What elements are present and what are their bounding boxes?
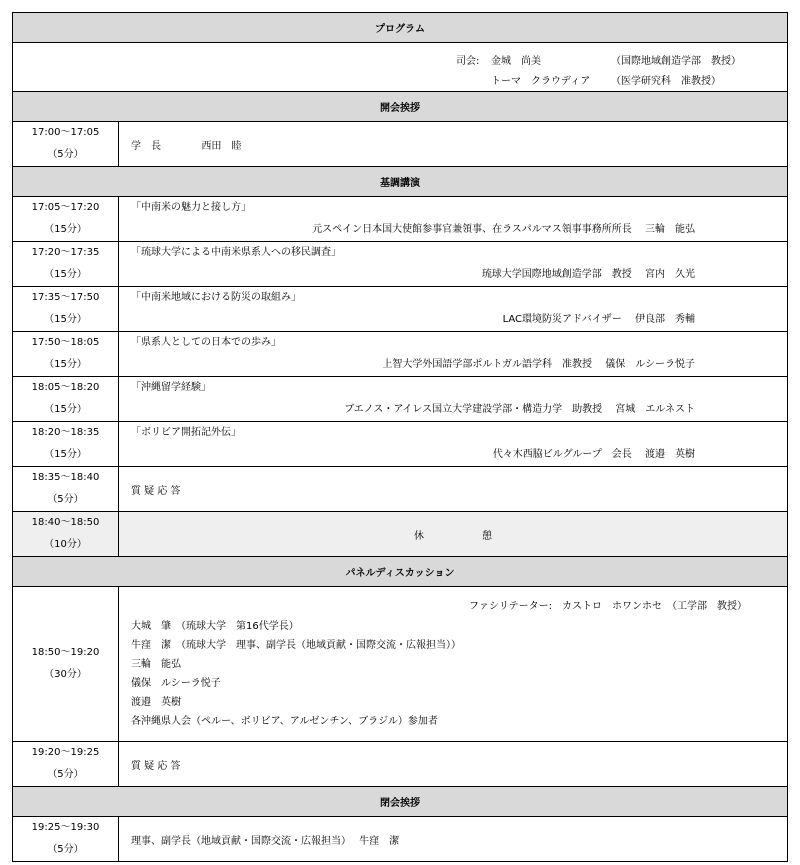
chair-label: 司会:	[456, 56, 480, 67]
closing-title: 閉会挨拶	[13, 787, 788, 817]
keynote-row	[13, 332, 788, 377]
panelist-item: 渡邉 英樹	[131, 697, 181, 708]
program-table	[12, 12, 788, 862]
keynote-speaker: 上智大学外国語学部ポルトガル語学科 准教授 儀保 ルシーラ悦子	[382, 359, 695, 370]
opening-content	[119, 122, 788, 167]
keynote-speaker: 琉球大学国際地域創造学部 教授 宮内 久光	[481, 269, 695, 280]
keynote-row	[13, 287, 788, 332]
panelist-item: 各沖縄県人会（ペルー、ボリビア、アルゼンチン、ブラジル）参加者	[131, 716, 438, 727]
keynote-row	[13, 377, 788, 422]
keynote-title: 基調講演	[13, 167, 788, 197]
keynote-time: 17:05～17:20	[31, 202, 100, 213]
keynote-speaker: 元スペイン日本国大使館参事官兼領事、在ラスパルマス領事事務所所長 三輪 能弘	[312, 224, 695, 235]
keynote-row	[13, 197, 788, 242]
break-label-2: 憩	[482, 530, 492, 542]
panel-qa-duration: （5分）	[47, 769, 84, 780]
keynote-time: 17:20～17:35	[31, 247, 100, 258]
keynote-time: 18:20～18:35	[31, 427, 100, 438]
keynote-speaker: ブエノス・アイレス国立大学建設学部・構造力学 助教授 宮城 エルネスト	[344, 404, 695, 415]
break-label-1: 休	[414, 530, 424, 542]
keynote-duration: （15分）	[44, 359, 87, 370]
chair-person1-name: 金城 尚美	[491, 56, 541, 67]
panel-qa-row	[13, 742, 788, 787]
panelist-item: 三輪 能弘	[131, 659, 181, 670]
keynote-duration: （15分）	[44, 224, 87, 235]
keynote-topic: 「ボリビア開拓記外伝」	[131, 427, 241, 438]
panel-time: 18:50～19:20	[31, 647, 100, 658]
opening-row	[13, 122, 788, 167]
break-label	[119, 512, 788, 557]
keynote-topic: 「中南米の魅力と接し方」	[131, 202, 251, 213]
opening-time-cell	[13, 122, 119, 167]
panel-facilitator: ファシリテーター: カストロ ホワンホセ （工学部 教授）	[469, 601, 747, 612]
break-time: 18:40～18:50	[31, 517, 100, 528]
keynote-header-row	[13, 167, 788, 197]
keynote-time: 18:05～18:20	[31, 382, 100, 393]
closing-time: 19:25～19:30	[31, 822, 100, 833]
panelist-item: 牛窪 潔 （琉球大学 理事、副学長（地域貢献・国際交流・広報担当））	[131, 640, 461, 651]
keynote-time: 17:35～17:50	[31, 292, 100, 303]
opening-time: 17:00～17:05	[31, 127, 100, 138]
keynote-topic: 「県系人としての日本での歩み」	[131, 337, 281, 348]
keynote-topic: 「沖縄留学経験」	[131, 382, 211, 393]
panel-header-row	[13, 557, 788, 587]
panelist-item: 大城 肇 （琉球大学 第16代学長）	[131, 621, 299, 632]
panel-duration: （30分）	[44, 669, 87, 680]
keynote-row	[13, 242, 788, 287]
keynote-duration: （15分）	[44, 269, 87, 280]
program-title: プログラム	[13, 13, 788, 43]
opening-title: 開会挨拶	[13, 92, 788, 122]
keynote-speaker: LAC環境防災アドバイザー 伊良部 秀輔	[502, 314, 695, 325]
panel-row	[13, 587, 788, 742]
keynote-qa-time: 18:35～18:40	[31, 472, 100, 483]
keynote-row	[13, 422, 788, 467]
keynote-duration: （15分）	[44, 449, 87, 460]
panel-qa-time: 19:20～19:25	[31, 747, 100, 758]
break-row	[13, 512, 788, 557]
keynote-duration: （15分）	[44, 314, 87, 325]
closing-speaker: 理事、副学長（地域貢献・国際交流・広報担当） 牛窪 潔	[119, 817, 788, 862]
chair-person1-role: （国際地域創造学部 教授）	[611, 56, 741, 67]
keynote-duration: （15分）	[44, 404, 87, 415]
chair-person2-name: トーマ クラウディア	[491, 76, 591, 87]
break-duration: （10分）	[44, 539, 87, 550]
closing-row	[13, 817, 788, 862]
chair-row	[13, 43, 788, 92]
closing-header-row	[13, 787, 788, 817]
opening-duration: （5分）	[47, 149, 84, 160]
panel-title: パネルディスカッション	[13, 557, 788, 587]
panel-qa-label: 質 疑 応 答	[119, 742, 788, 787]
opening-speaker-role: 学 長	[131, 140, 161, 152]
keynote-time: 17:50～18:05	[31, 337, 100, 348]
program-header-row	[13, 13, 788, 43]
keynote-topic: 「琉球大学による中南米県系人への移民調査」	[131, 247, 341, 258]
opening-header-row	[13, 92, 788, 122]
panelist-item: 儀保 ルシーラ悦子	[131, 678, 221, 689]
keynote-qa-duration: （5分）	[47, 494, 84, 505]
closing-duration: （5分）	[47, 844, 84, 855]
chair-person2-role: （医学研究科 准教授）	[611, 76, 721, 87]
opening-speaker-name: 西田 睦	[201, 140, 242, 152]
keynote-topic: 「中南米地域における防災の取組み」	[131, 292, 301, 303]
keynote-speaker: 代々木西脇ビルグループ 会長 渡邉 英樹	[492, 449, 695, 460]
keynote-qa-row	[13, 467, 788, 512]
keynote-qa-label: 質 疑 応 答	[119, 467, 788, 512]
